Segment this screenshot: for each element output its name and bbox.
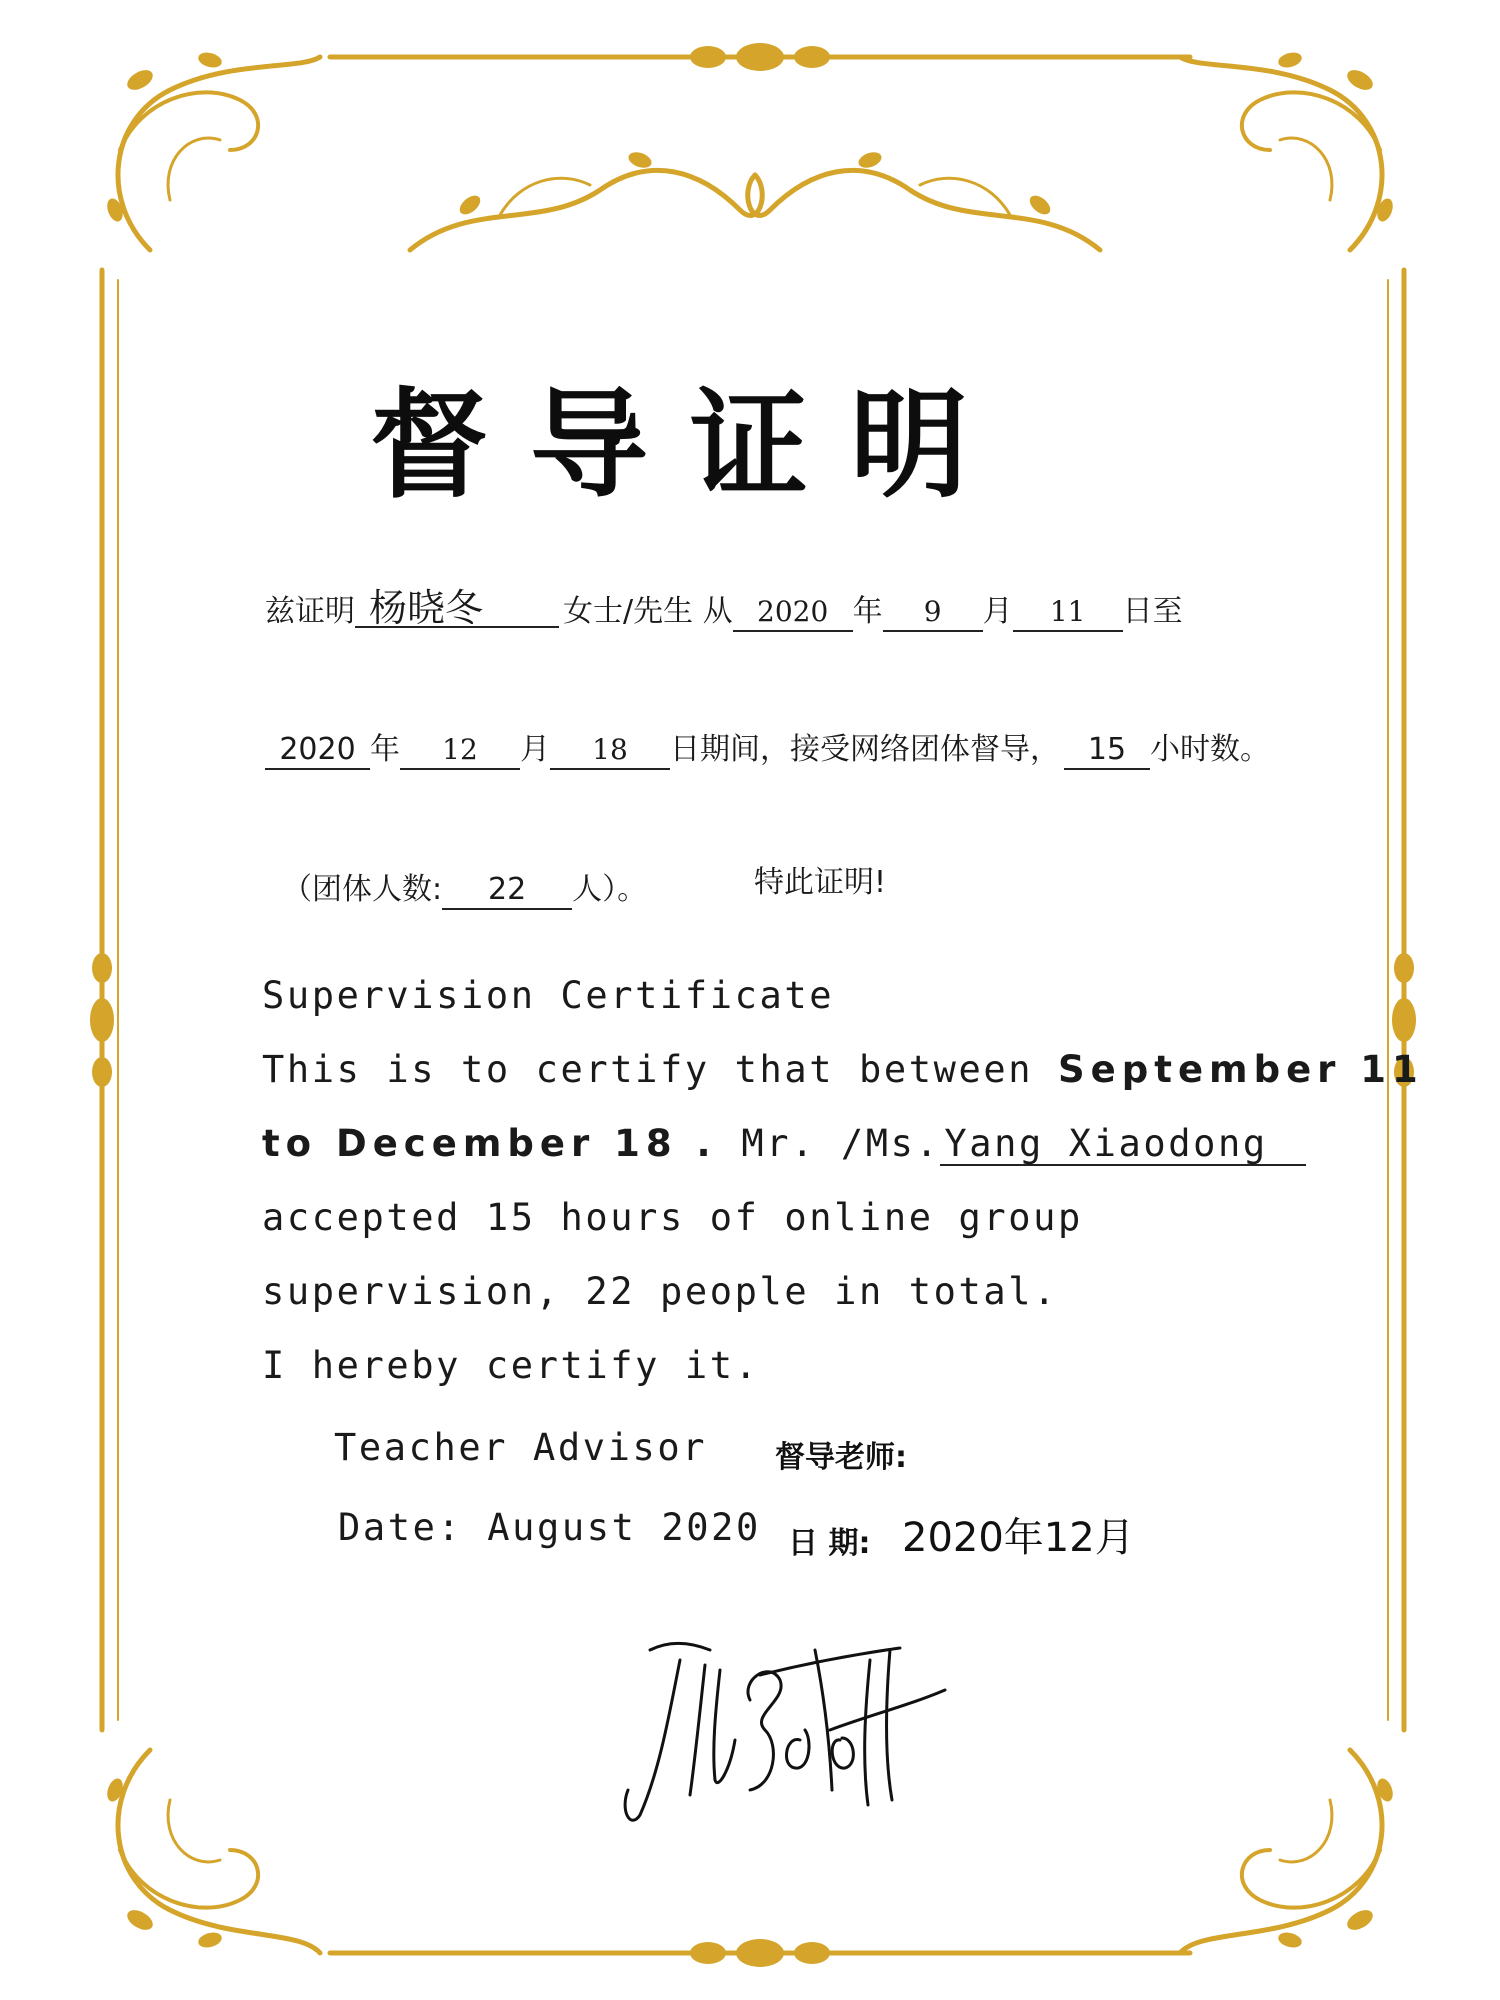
cn-year-char: 年 [852,594,883,629]
certificate-title: 督导证明 [370,376,1011,514]
cn-month-char: 月 [982,594,1013,629]
cn-line-3 [282,870,647,910]
en-title-text: Mr. /Ms. [716,1122,941,1165]
cn-month-char-2: 月 [520,732,550,767]
en-line1-text: This is to certify that between [262,1048,1059,1091]
cn-start-day-field: 11 [1013,594,1123,632]
en-line-4: supervision, 22 people in total. [262,1270,1059,1313]
cn-end-year-field: 2020 [265,732,370,770]
en-line-5: I hereby certify it. [262,1344,760,1387]
en-end-date: to December 18 . [262,1122,717,1165]
cn-people-suffix: 人）。 [572,872,648,907]
date-label-en: Date: August 2020 [338,1506,761,1549]
en-start-date: September 11 [1058,1048,1424,1091]
en-line-2 [262,1120,1306,1168]
advisor-label-en: Teacher Advisor [334,1426,708,1469]
cn-start-month-field: 9 [883,594,983,632]
cn-hours-field: 15 [1064,732,1150,770]
cn-line-2 [265,730,1270,770]
cn-line1-suffix: 日至 [1122,594,1183,629]
date-label-cn: 日 期: [788,1526,871,1561]
handwritten-signature-icon [600,1620,960,1840]
cn-line2-suffix: 小时数。 [1150,732,1270,767]
cn-closing: 特此证明! [754,865,887,900]
cn-name-field: 杨晓冬 [355,590,559,628]
cn-line2-text: 日期间，接受网络团体督导， [670,732,1060,767]
cn-certify-prefix: 兹证明 [265,594,355,629]
cn-end-day-field: 18 [550,732,670,770]
cn-people-field: 22 [442,872,572,910]
cn-end-month-field: 12 [400,732,520,770]
date-value-cn: 2020年12月 [902,1515,1135,1561]
cn-start-year-field: 2020 [733,594,853,632]
en-name-field: Yang Xiaodong [940,1124,1306,1166]
advisor-label-cn: 督导老师: [775,1440,907,1475]
cn-line-1 [265,586,1183,632]
cn-title-text: 女士/先生 从 [563,594,733,629]
cn-year-char-2: 年 [370,732,400,767]
en-line-3: accepted 15 hours of online group [262,1196,1083,1239]
en-heading: Supervision Certificate [262,974,835,1017]
en-line-1 [262,1046,1424,1094]
cn-people-prefix: （团体人数: [282,872,443,907]
